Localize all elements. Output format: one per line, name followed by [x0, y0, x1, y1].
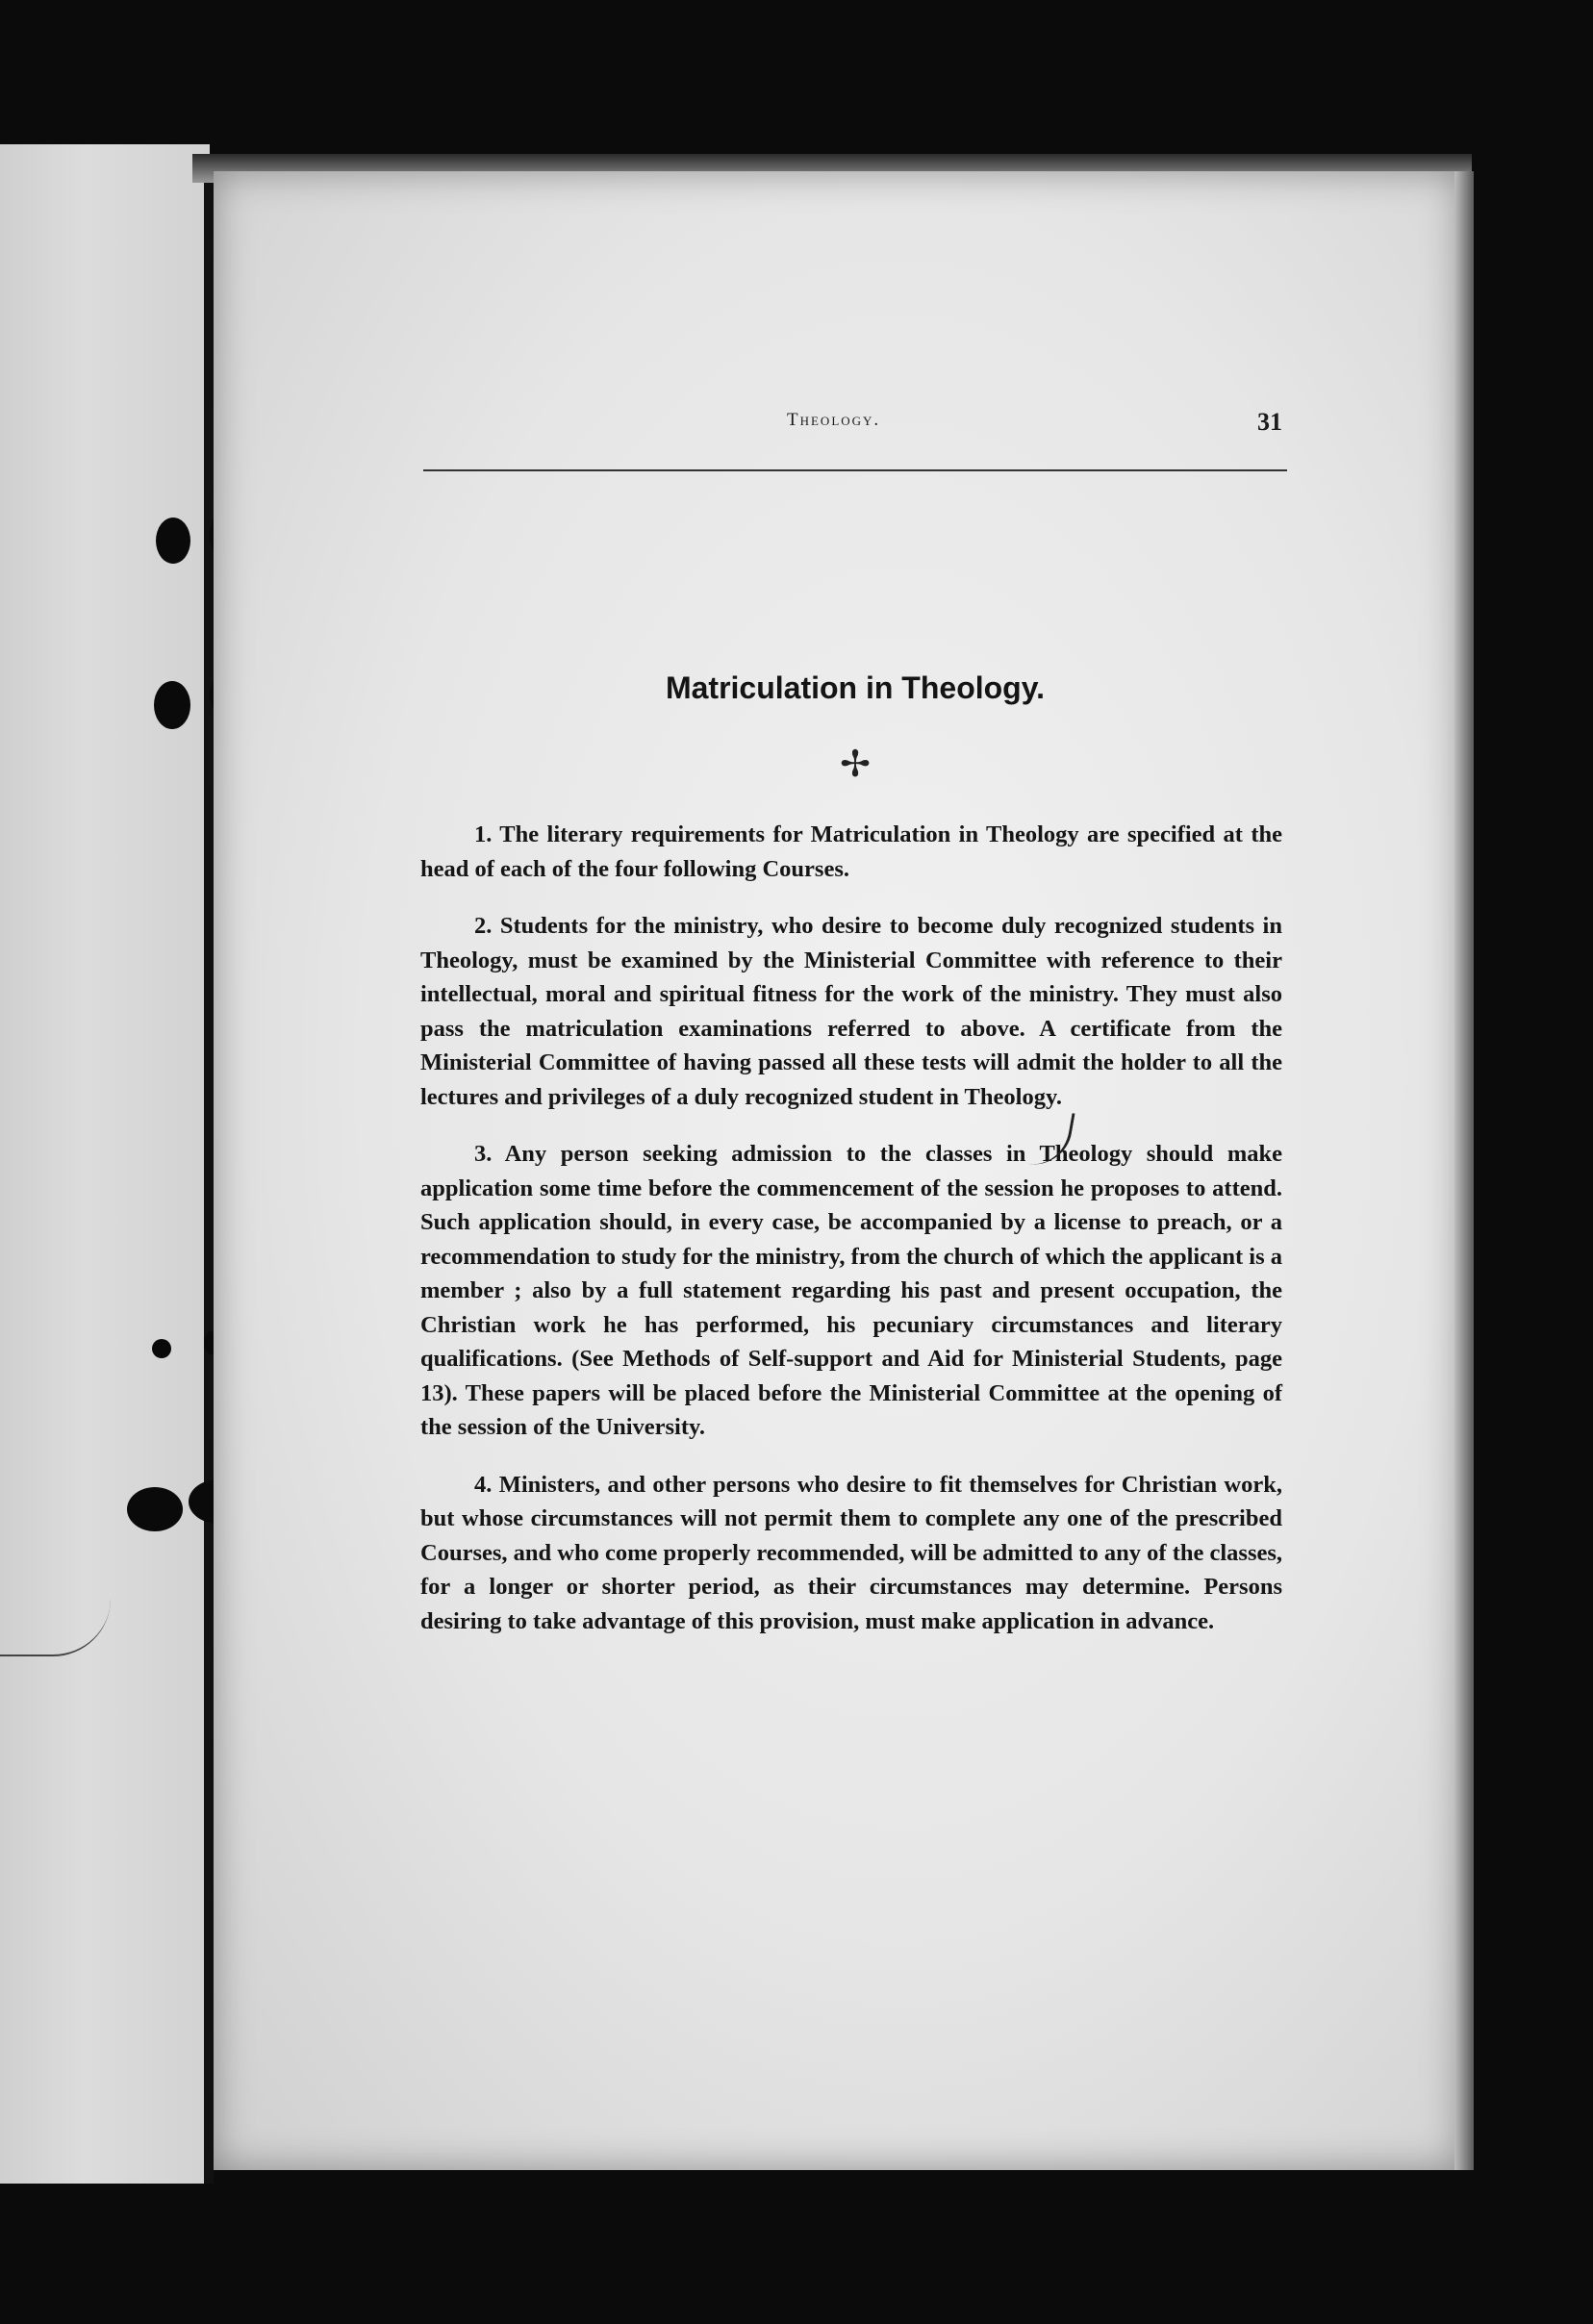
page-number: 31	[1257, 408, 1282, 436]
binding-hole	[156, 518, 190, 564]
page-right-edge	[1454, 171, 1474, 2170]
running-header: Theology.	[787, 410, 881, 430]
paragraph-2: 2. Students for the ministry, who desire to become duly recognized students in Theology, must be examined by the Ministerial Committee with reference to their intellectual, moral and spiritual fitness for the work of the ministry. They must also pass the matriculation examinations referred to above. A certificate from the Ministerial Committee of having passed all these tests will admit the holder to all the lectures and privileges of a duly recognized student in Theology.	[420, 913, 1282, 1110]
binding-hole	[152, 1339, 171, 1358]
section-title: Matriculation in Theology.	[665, 670, 1046, 705]
ornament-icon: ✢	[840, 745, 871, 785]
binding-hole	[154, 681, 190, 729]
body-text	[420, 818, 1282, 1661]
binding-hole	[127, 1487, 183, 1531]
paragraph-4: 4. Ministers, and other persons who desire to fit themselves for Christian work, but whose circumstances will not permit them to complete any one of the prescribed Courses, and who come properly recommended, will be admitted to any of the classes, for a longer or shorter period, as their circumstances may determine. Persons desiring to take advantage of this provision, must make application in advance.	[420, 1471, 1283, 1634]
paragraph-3: 3. Any person seeking admission to the classes in Theology should make application some time before the commencement of the session he proposes to attend. Such application should, in every case, be accompanied by a license to preach, or a recommendation to study for the ministry, from the church of which the applicant is a member ; also by a full statement regarding his past and present occupation, the Christian work he has performed, his pecuniary circumstances and literary qualifications. (See Methods of Self-support and Aid for Ministerial Students, page 13). These papers will be placed before the Ministerial Committee at the opening of the session of the University.	[420, 1141, 1282, 1440]
header-rule	[423, 469, 1287, 471]
facing-page	[0, 144, 210, 2184]
page-gutter	[204, 183, 214, 2184]
paragraph-1: 1. The literary requirements for Matriculation in Theology are specified at the head of each of the four following Courses.	[420, 821, 1282, 882]
